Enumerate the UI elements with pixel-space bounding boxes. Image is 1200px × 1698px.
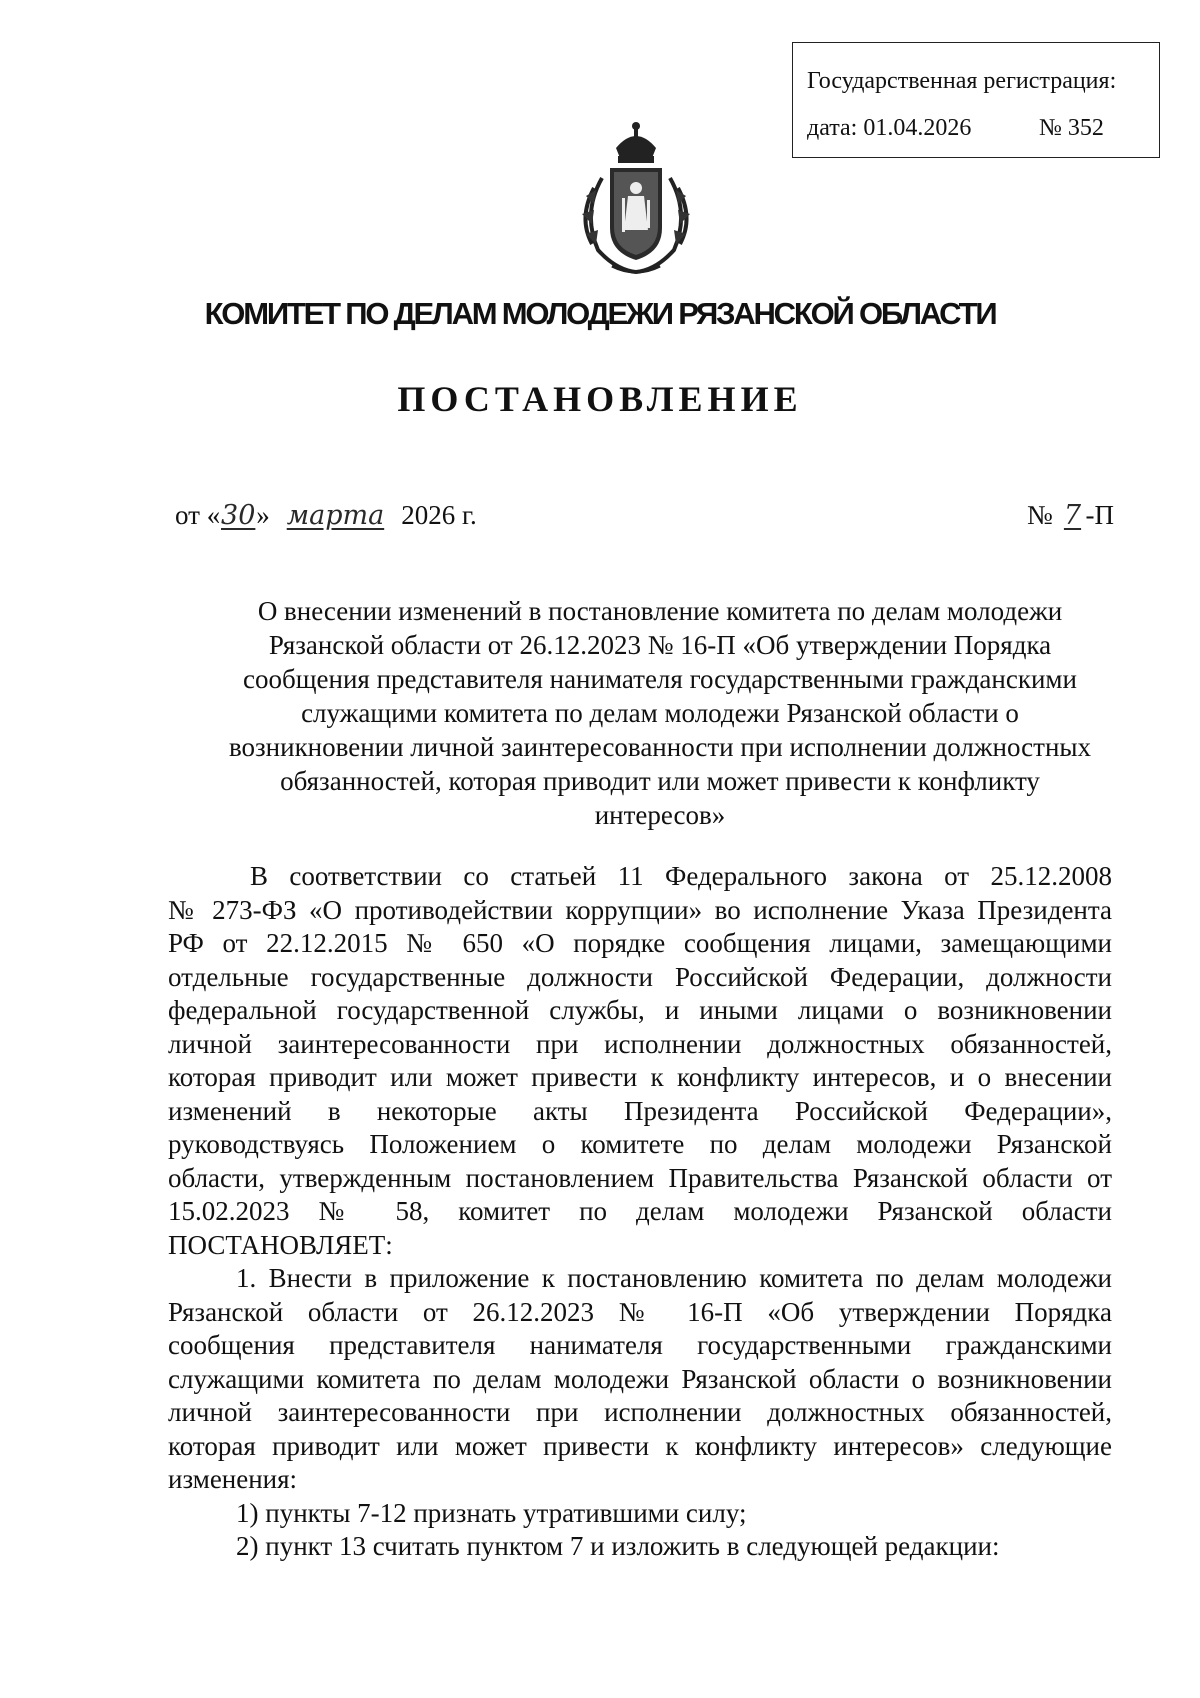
date-month: марта <box>286 500 385 531</box>
date-year: 2026 г. <box>401 500 477 530</box>
body-line: изменений в некоторые акты Президента Российской Федерации», <box>168 1095 1112 1126</box>
registration-date: дата: 01.04.2026 <box>807 115 972 141</box>
body-line: которая приводит или может привести к конфликту интересов, и о внесении <box>168 1062 1112 1092</box>
number-prefix: № <box>1026 500 1053 530</box>
number-suffix: -П <box>1085 500 1114 530</box>
body-line: области, утвержденным постановлением Правительства Рязанской области от <box>168 1162 1112 1193</box>
body-line: сообщения представителя нанимателя государственными гражданскими <box>168 1330 1112 1360</box>
body-line: ПОСТАНОВЛЯЕТ: <box>168 1229 393 1260</box>
date-prefix: от « <box>175 500 221 530</box>
body-line: В соответствии со статьей 11 Федерального закона от 25.12.2008 <box>250 861 1112 891</box>
body-line: отдельные государственные должности Российской Федерации, должности <box>168 961 1112 992</box>
title-line: О внесении изменений в постановление комитета по делам молодежи <box>257 596 1063 626</box>
document-date <box>175 500 477 531</box>
title-line: возникновении личной заинтересованности при исполнении должностных <box>228 732 1092 762</box>
document-type: ПОСТАНОВЛЕНИЕ <box>397 379 803 419</box>
body-line: личной заинтересованности при исполнении должностных обязанностей, <box>168 1028 1112 1059</box>
number-value: 7 <box>1063 500 1082 531</box>
ryazan-coat-of-arms-icon <box>572 118 700 278</box>
registration-stamp <box>792 42 1160 158</box>
body-line: служащими комитета по делам молодежи Рязанской области о возникновении <box>168 1363 1112 1394</box>
document-body <box>168 860 1112 1564</box>
body-line: которая приводит или может привести к конфликту интересов» следующие <box>168 1430 1112 1461</box>
document-number <box>1027 500 1114 531</box>
title-line: интересов» <box>594 800 726 830</box>
registration-title: Государственная регистрация: <box>807 68 1117 94</box>
body-line: федеральной государственной службы, и иными лицами о возникновении <box>168 995 1112 1025</box>
title-line: сообщения представителя нанимателя государственными гражданскими <box>243 664 1077 694</box>
document-title <box>180 594 1140 832</box>
body-line: изменения: <box>168 1464 298 1494</box>
body-line: № 273-ФЗ «О противодействии коррупции» во исполнение Указа Президента <box>168 894 1112 925</box>
registration-number: № 352 <box>1039 115 1104 141</box>
body-line: Рязанской области от 26.12.2023 № 16-П «Об утверждении Порядка <box>168 1296 1112 1327</box>
body-line: личной заинтересованности при исполнении должностных обязанностей, <box>168 1397 1112 1427</box>
title-line: служащими комитета по делам молодежи Рязанской области о <box>301 698 1019 728</box>
title-line: Рязанской области от 26.12.2023 № 16-П «Об утверждении Порядка <box>268 630 1052 660</box>
date-mid: » <box>256 500 270 530</box>
body-line: 2) пункт 13 считать пунктом 7 и изложить в следующей редакции: <box>236 1531 1000 1561</box>
body-line: 15.02.2023 № 58, комитет по делам молодежи Рязанской области <box>168 1196 1112 1226</box>
body-line: руководствуясь Положением о комитете по делам молодежи Рязанской <box>168 1129 1112 1159</box>
title-line: обязанностей, которая приводит или может привести к конфликту <box>280 766 1040 796</box>
body-line: 1) пункты 7-12 признать утратившими силу; <box>236 1497 747 1528</box>
committee-name: КОМИТЕТ ПО ДЕЛАМ МОЛОДЕЖИ РЯЗАНСКОЙ ОБЛАСТИ <box>204 296 996 331</box>
date-day: 30 <box>221 500 256 531</box>
body-line: 1. Внести в приложение к постановлению комитета по делам молодежи <box>236 1263 1112 1293</box>
body-line: РФ от 22.12.2015 № 650 «О порядке сообщения лицами, замещающими <box>168 928 1112 958</box>
